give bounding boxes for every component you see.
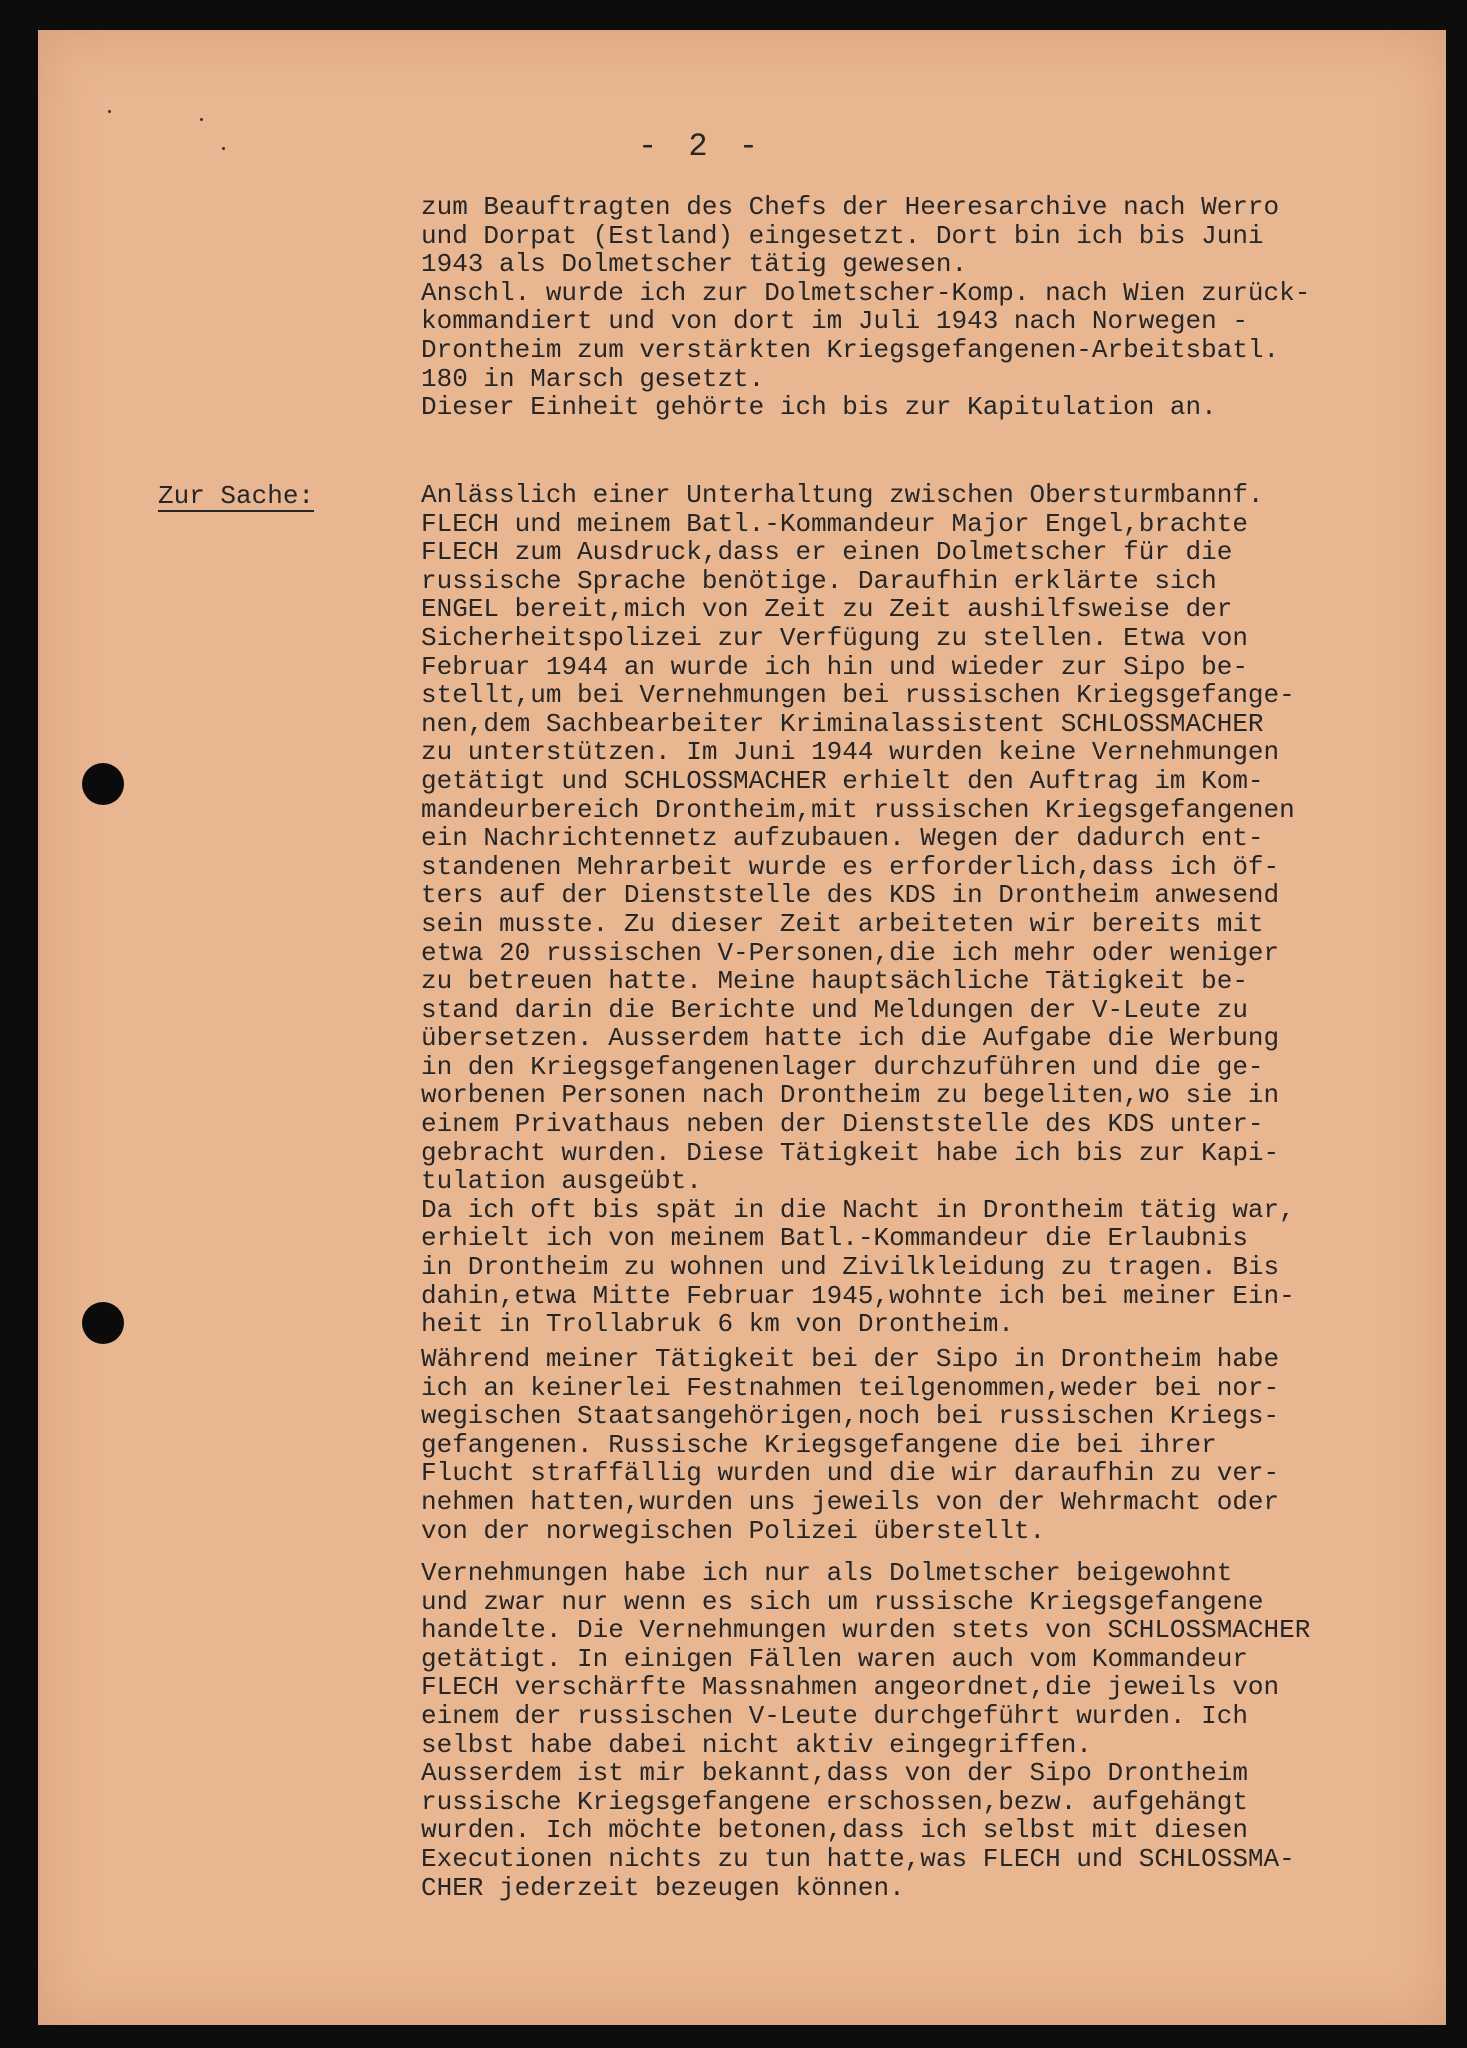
paragraph: zum Beauftragten des Chefs der Heeresarchive nach Werro und Dorpat (Estland) eingesetzt. Dort bin ich bis Juni 1943 als Dolmetscher tätig gewesen. Anschl. wurde ich zur Dolmetscher-Komp. nach Wien zurück- kommandiert und von dort im Juli 1943 nach Norwegen - Drontheim zum verstärkten Kriegsgefangenen-Arbeitsbatl. 180 in Marsch gesetzt. Dieser Einheit gehörte ich bis zur Kapitulation an.: [421, 192, 1311, 423]
paragraph: Vernehmungen habe ich nur als Dolmetscher beigewohnt und zwar nur wenn es sich um russische Kriegsgefangene handelte. Die Vernehmungen wurden stets von SCHLOSSMACHER getätigt. In einigen Fällen waren auch vom Kommandeur FLECH verschärfte Massnahmen angeordnet,die jeweils von einem der russischen V-Leute durchgeführt wurden. Ich selbst habe dabei nicht aktiv eingegriffen. Ausserdem ist mir bekannt,dass von der Sipo Drontheim russische Kriegsgefangene erschossen,bezw. aufgehängt wurden. Ich möchte betonen,dass ich selbst mit diesen Executionen nichts zu tun hatte,was FLECH und SCHLOSSMA- CHER jederzeit bezeugen können.: [421, 1558, 1311, 1903]
paper-speck: [108, 110, 111, 113]
section-heading: Zur Sache:: [158, 481, 315, 511]
punch-hole: [82, 763, 124, 805]
document-page: [38, 30, 1446, 2025]
paper-speck: [222, 147, 225, 150]
paper-speck: [200, 118, 203, 121]
page-number: - 2 -: [638, 128, 765, 165]
paragraph: Während meiner Tätigkeit bei der Sipo in Drontheim habe ich an keinerlei Festnahmen teilgenommen,weder bei nor- wegischen Staatsangehörigen,noch bei russischen Kriegs- gefangenen. Russische Kriegsgefangene die bei ihrer Flucht straffällig wurden und die wir daraufhin zu ver- nehmen hatten,wurden uns jeweils von der Wehrmacht oder von der norwegischen Polizei überstellt.: [421, 1344, 1280, 1546]
punch-hole: [82, 1302, 124, 1344]
paragraph: Anlässlich einer Unterhaltung zwischen Obersturmbannf. FLECH und meinem Batl.-Kommandeur Major Engel,brachte FLECH zum Ausdruck,dass er einen Dolmetscher für die russische Sprache benötige. Daraufhin erklärte sich ENGEL bereit,mich von Zeit zu Zeit aushilfsweise der Sicherheitspolizei zur Verfügung zu stellen. Etwa von Februar 1944 an wurde ich hin und wieder zur Sipo be- stellt,um bei Vernehmungen bei russischen Kriegsgefange- nen,dem Sachbearbeiter Kriminalassistent SCHLOSSMACHER zu unterstützen. Im Juni 1944 wurden keine Vernehmungen getätigt und SCHLOSSMACHER erhielt den Auftrag im Kom- mandeurbereich Drontheim,mit russischen Kriegsgefangenen ein Nachrichtennetz aufzubauen. Wegen der dadurch ent- standenen Mehrarbeit wurde es erforderlich,dass ich öf- ters auf der Dienststelle des KDS in Drontheim anwesend sein musste. Zu dieser Zeit arbeiteten wir bereits mit etwa 20 russischen V-Personen,die ich mehr oder weniger zu betreuen hatte. Meine hauptsächliche Tätigkeit be- stand darin die Berichte und Meldungen der V-Leute zu übersetzen. Ausserdem hatte ich die Aufgabe die Werbung in den Kriegsgefangenenlager durchzuführen und die ge- worbenen Personen nach Drontheim zu begeliten,wo sie in einem Privathaus neben der Dienststelle des KDS unter- gebracht wurden. Diese Tätigkeit habe ich bis zur Kapi- tulation ausgeübt. Da ich oft bis spät in die Nacht in Drontheim tätig war, erhielt ich von meinem Batl.-Kommandeur die Erlaubnis in Drontheim zu wohnen und Zivilkleidung zu tragen. Bis dahin,etwa Mitte Februar 1945,wohnte ich bei meiner Ein- heit in Trollabruk 6 km von Drontheim.: [421, 480, 1295, 1340]
